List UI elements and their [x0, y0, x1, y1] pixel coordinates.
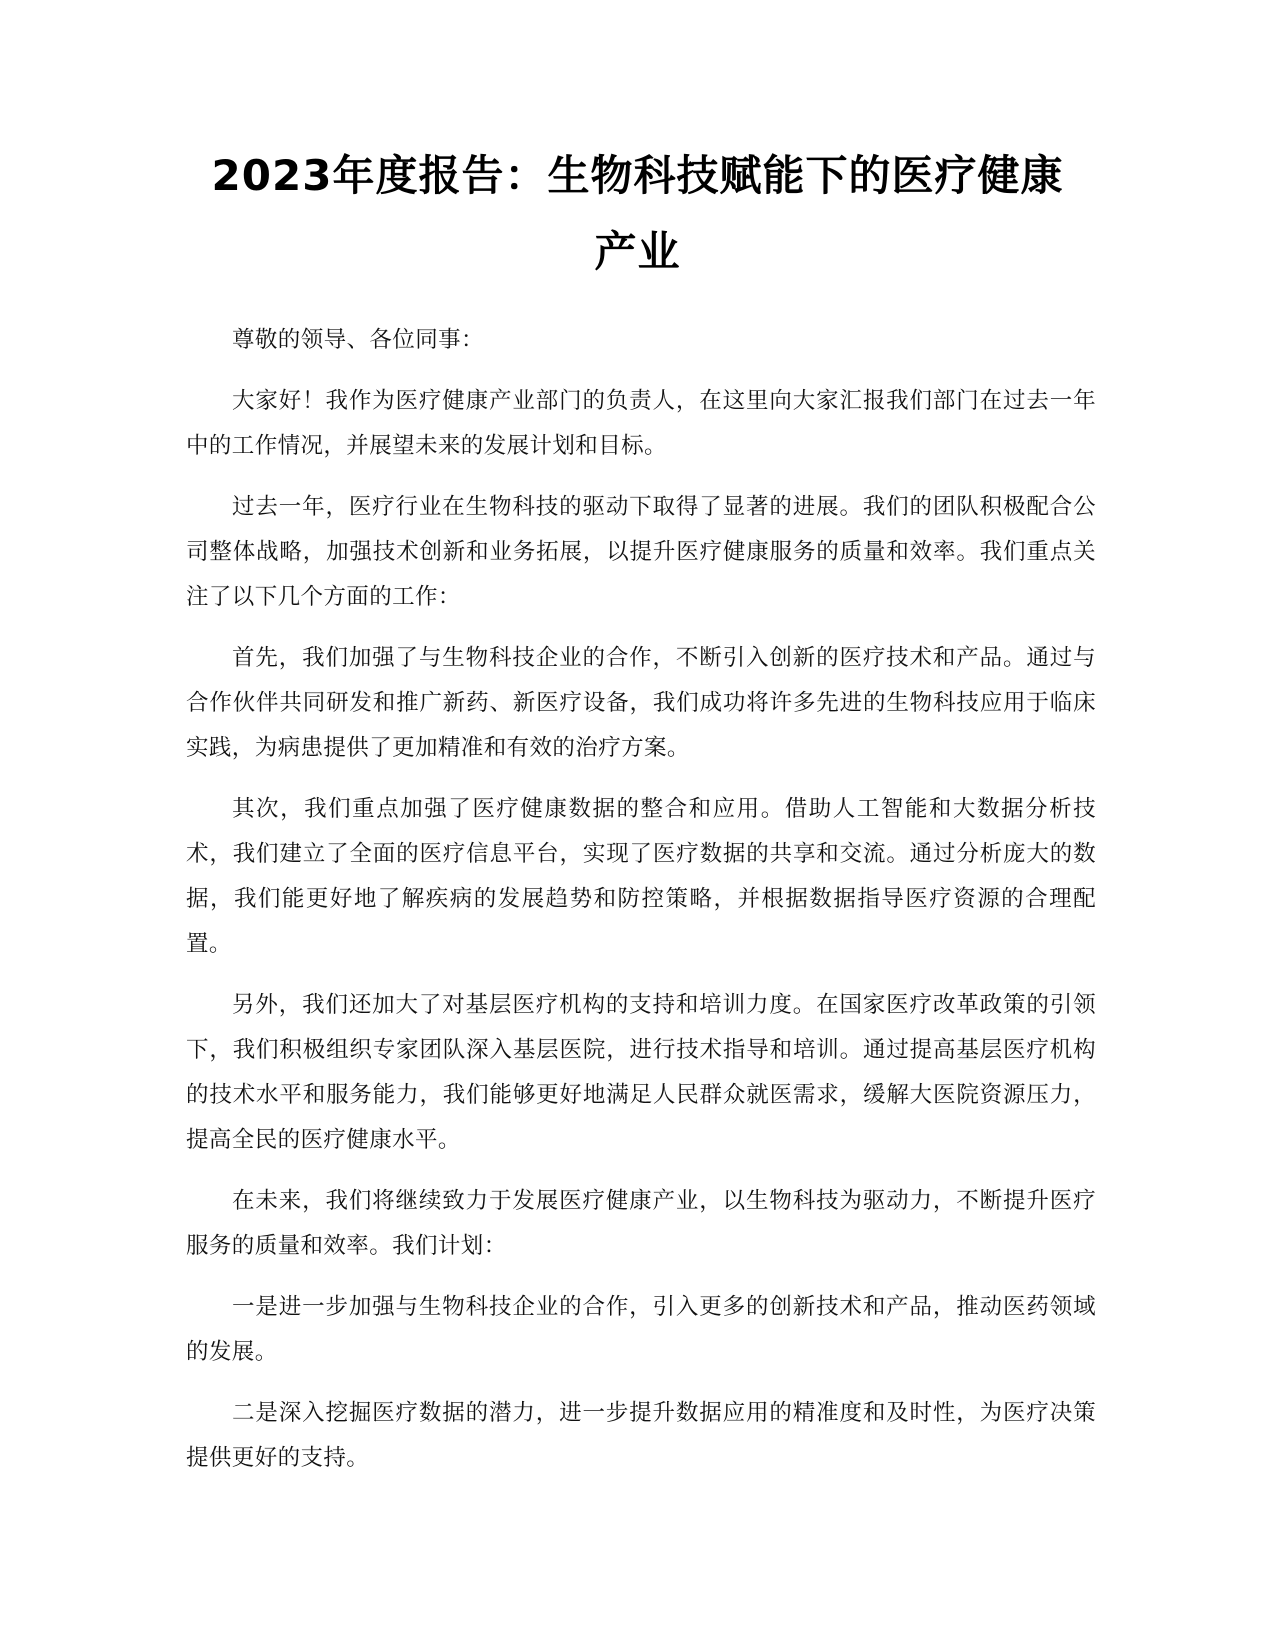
title-line-1: 2023年度报告：生物科技赋能下的医疗健康	[211, 151, 1064, 200]
document-body	[186, 318, 1096, 1497]
grassroots-support-paragraph: 另外，我们还加大了对基层医疗机构的支持和培训力度。在国家医疗改革政策的引领下，我们积极组织专家团队深入基层医院，进行技术指导和培训。通过提高基层医疗机构的技术水平和服务能力，我们能够更好地满足人民群众就医需求，缓解大医院资源压力，提高全民的医疗健康水平。	[186, 992, 1096, 1153]
plan-item-2-paragraph: 二是深入挖掘医疗数据的潜力，进一步提升数据应用的精准度和及时性，为医疗决策提供更好的支持。	[186, 1400, 1096, 1471]
cooperation-paragraph: 首先，我们加强了与生物科技企业的合作，不断引入创新的医疗技术和产品。通过与合作伙伴共同研发和推广新药、新医疗设备，我们成功将许多先进的生物科技应用于临床实践，为病患提供了更加精准和有效的治疗方案。	[186, 645, 1096, 761]
plan-item-1-paragraph: 一是进一步加强与生物科技企业的合作，引入更多的创新技术和产品，推动医药领域的发展。	[186, 1294, 1096, 1365]
greeting-paragraph: 大家好！我作为医疗健康产业部门的负责人，在这里向大家汇报我们部门在过去一年中的工作情况，并展望未来的发展计划和目标。	[186, 388, 1096, 459]
overview-paragraph: 过去一年，医疗行业在生物科技的驱动下取得了显著的进展。我们的团队积极配合公司整体战略，加强技术创新和业务拓展，以提升医疗健康服务的质量和效率。我们重点关注了以下几个方面的工作：	[186, 494, 1096, 610]
future-plan-paragraph: 在未来，我们将继续致力于发展医疗健康产业，以生物科技为驱动力，不断提升医疗服务的质量和效率。我们计划：	[186, 1188, 1096, 1259]
document-title	[150, 138, 1125, 290]
data-integration-paragraph: 其次，我们重点加强了医疗健康数据的整合和应用。借助人工智能和大数据分析技术，我们建立了全面的医疗信息平台，实现了医疗数据的共享和交流。通过分析庞大的数据，我们能更好地了解疾病的发展趋势和防控策略，并根据数据指导医疗资源的合理配置。	[186, 796, 1096, 957]
title-line-2: 产业	[594, 227, 681, 276]
salutation-paragraph: 尊敬的领导、各位同事：	[232, 327, 484, 353]
